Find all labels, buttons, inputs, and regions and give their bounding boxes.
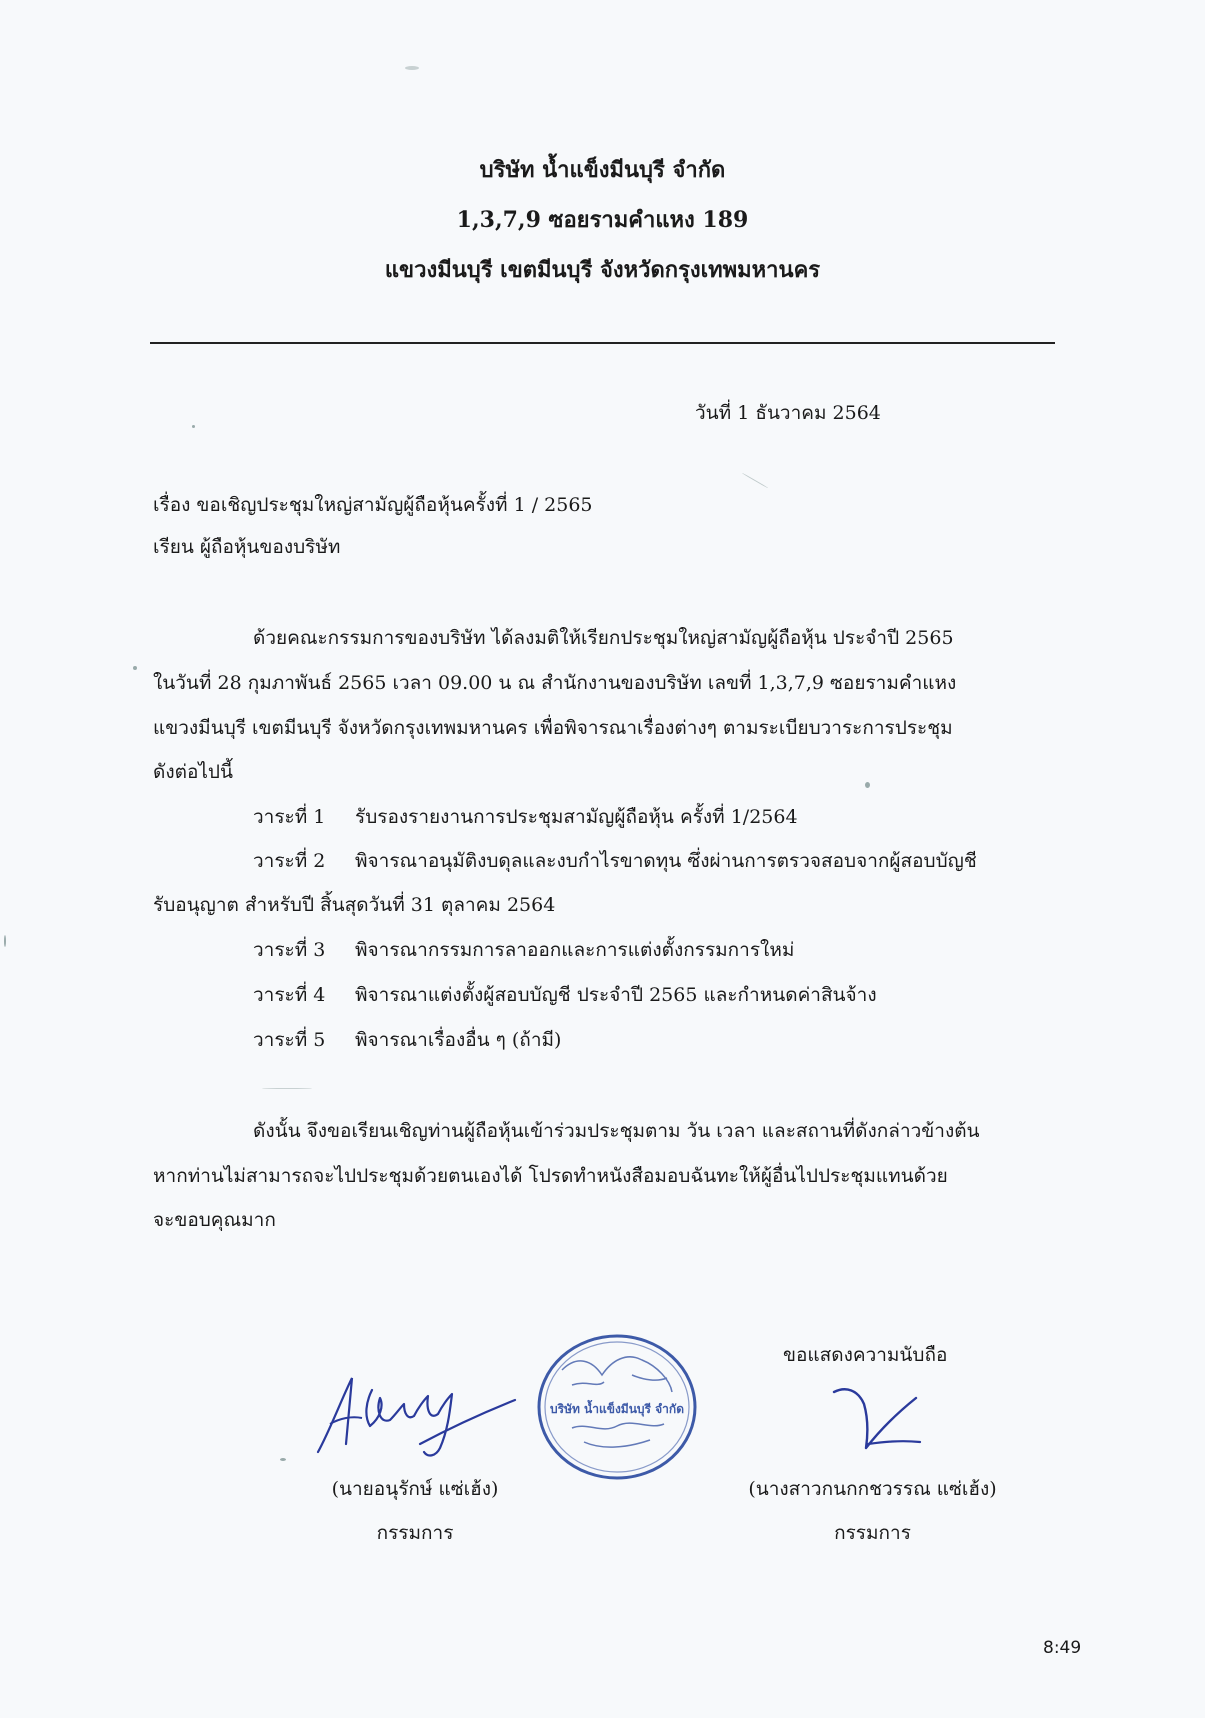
- agenda-label: วาระที่ 5: [253, 1029, 326, 1051]
- body-intro-line: ด้วยคณะกรรมการของบริษัท ได้ลงมติให้เรียกประชุมใหญ่สามัญผู้ถือหุ้น ประจำปี 2565: [253, 627, 954, 649]
- scan-speck: [133, 666, 137, 670]
- body-intro-line: ในวันที่ 28 กุมภาพันธ์ 2565 เวลา 09.00 น ณ สำนักงานของบริษัท เลขที่ 1,3,7,9 ซอยรามคำแหง: [153, 672, 957, 694]
- signature-right: [828, 1378, 928, 1458]
- agenda-continuation: รับอนุญาต สำหรับปี สิ้นสุดวันที่ 31 ตุลาคม 2564: [153, 894, 556, 916]
- agenda-text: พิจารณากรรมการลาออกและการแต่งตั้งกรรมการใหม่: [355, 939, 795, 961]
- agenda-label: วาระที่ 2: [253, 850, 326, 872]
- scan-speck: [280, 1458, 286, 1461]
- scan-speck: [4, 935, 6, 947]
- signer-left-title: กรรมการ: [376, 1522, 454, 1544]
- header-divider: [150, 342, 1055, 344]
- agenda-label: วาระที่ 4: [253, 984, 326, 1006]
- closing-line: จะขอบคุณมาก: [153, 1209, 276, 1231]
- scan-speck: [865, 782, 870, 788]
- scan-speck: [405, 66, 419, 70]
- company-address-line2: แขวงมีนบุรี เขตมีนบุรี จังหวัดกรุงเทพมหานคร: [384, 257, 821, 283]
- scan-speck: [192, 425, 195, 428]
- signer-left-name: (นายอนุรักษ์ แซ่เฮ้ง): [331, 1478, 499, 1500]
- scan-speck: [742, 473, 768, 489]
- agenda-label: วาระที่ 3: [253, 939, 326, 961]
- scan-speck: [262, 1088, 312, 1089]
- regards: ขอแสดงความนับถือ: [783, 1344, 948, 1366]
- closing-line: ดังนั้น จึงขอเรียนเชิญท่านผู้ถือหุ้นเข้าร่วมประชุมตาม วัน เวลา และสถานที่ดังกล่าวข้างต้น: [253, 1120, 980, 1142]
- agenda-text: พิจารณาเรื่องอื่น ๆ (ถ้ามี): [355, 1029, 562, 1051]
- agenda-text: รับรองรายงานการประชุมสามัญผู้ถือหุ้น ครั้งที่ 1/2564: [355, 806, 798, 828]
- signer-right-name: (นางสาวกนกกชวรรณ แซ่เฮ้ง): [748, 1478, 997, 1500]
- signature-left: [300, 1360, 525, 1465]
- letter-subject: เรื่อง ขอเชิญประชุมใหญ่สามัญผู้ถือหุ้นครั้งที่ 1 / 2565: [153, 494, 593, 516]
- letter-recipient: เรียน ผู้ถือหุ้นของบริษัท: [153, 536, 341, 558]
- body-intro-line: ดังต่อไปนี้: [153, 761, 233, 783]
- signer-right-title: กรรมการ: [834, 1522, 911, 1544]
- company-address-line1: 1,3,7,9 ซอยรามคำแหง 189: [456, 207, 749, 233]
- agenda-label: วาระที่ 1: [253, 806, 326, 828]
- agenda-text: พิจารณาอนุมัติงบดุลและงบกำไรขาดทุน ซึ่งผ่านการตรวจสอบจากผู้สอบบัญชี: [355, 850, 977, 872]
- company-stamp: [532, 1330, 702, 1485]
- stamp-text: บริษัท น้ำแข็งมีนบุรี จำกัด: [550, 1402, 684, 1416]
- timestamp: 8:49: [1043, 1638, 1082, 1658]
- body-intro-line: แขวงมีนบุรี เขตมีนบุรี จังหวัดกรุงเทพมหานคร เพื่อพิจารณาเรื่องต่างๆ ตามระเบียบวาระการประชุม: [153, 717, 953, 739]
- letter-date: วันที่ 1 ธันวาคม 2564: [695, 402, 881, 424]
- company-name: บริษัท น้ำแข็งมีนบุรี จำกัด: [479, 157, 726, 183]
- agenda-text: พิจารณาแต่งตั้งผู้สอบบัญชี ประจำปี 2565 และกำหนดค่าสินจ้าง: [355, 984, 877, 1006]
- closing-line: หากท่านไม่สามารถจะไปประชุมด้วยตนเองได้ โปรดทำหนังสือมอบฉันทะให้ผู้อื่นไปประชุมแทนด้วย: [153, 1165, 948, 1187]
